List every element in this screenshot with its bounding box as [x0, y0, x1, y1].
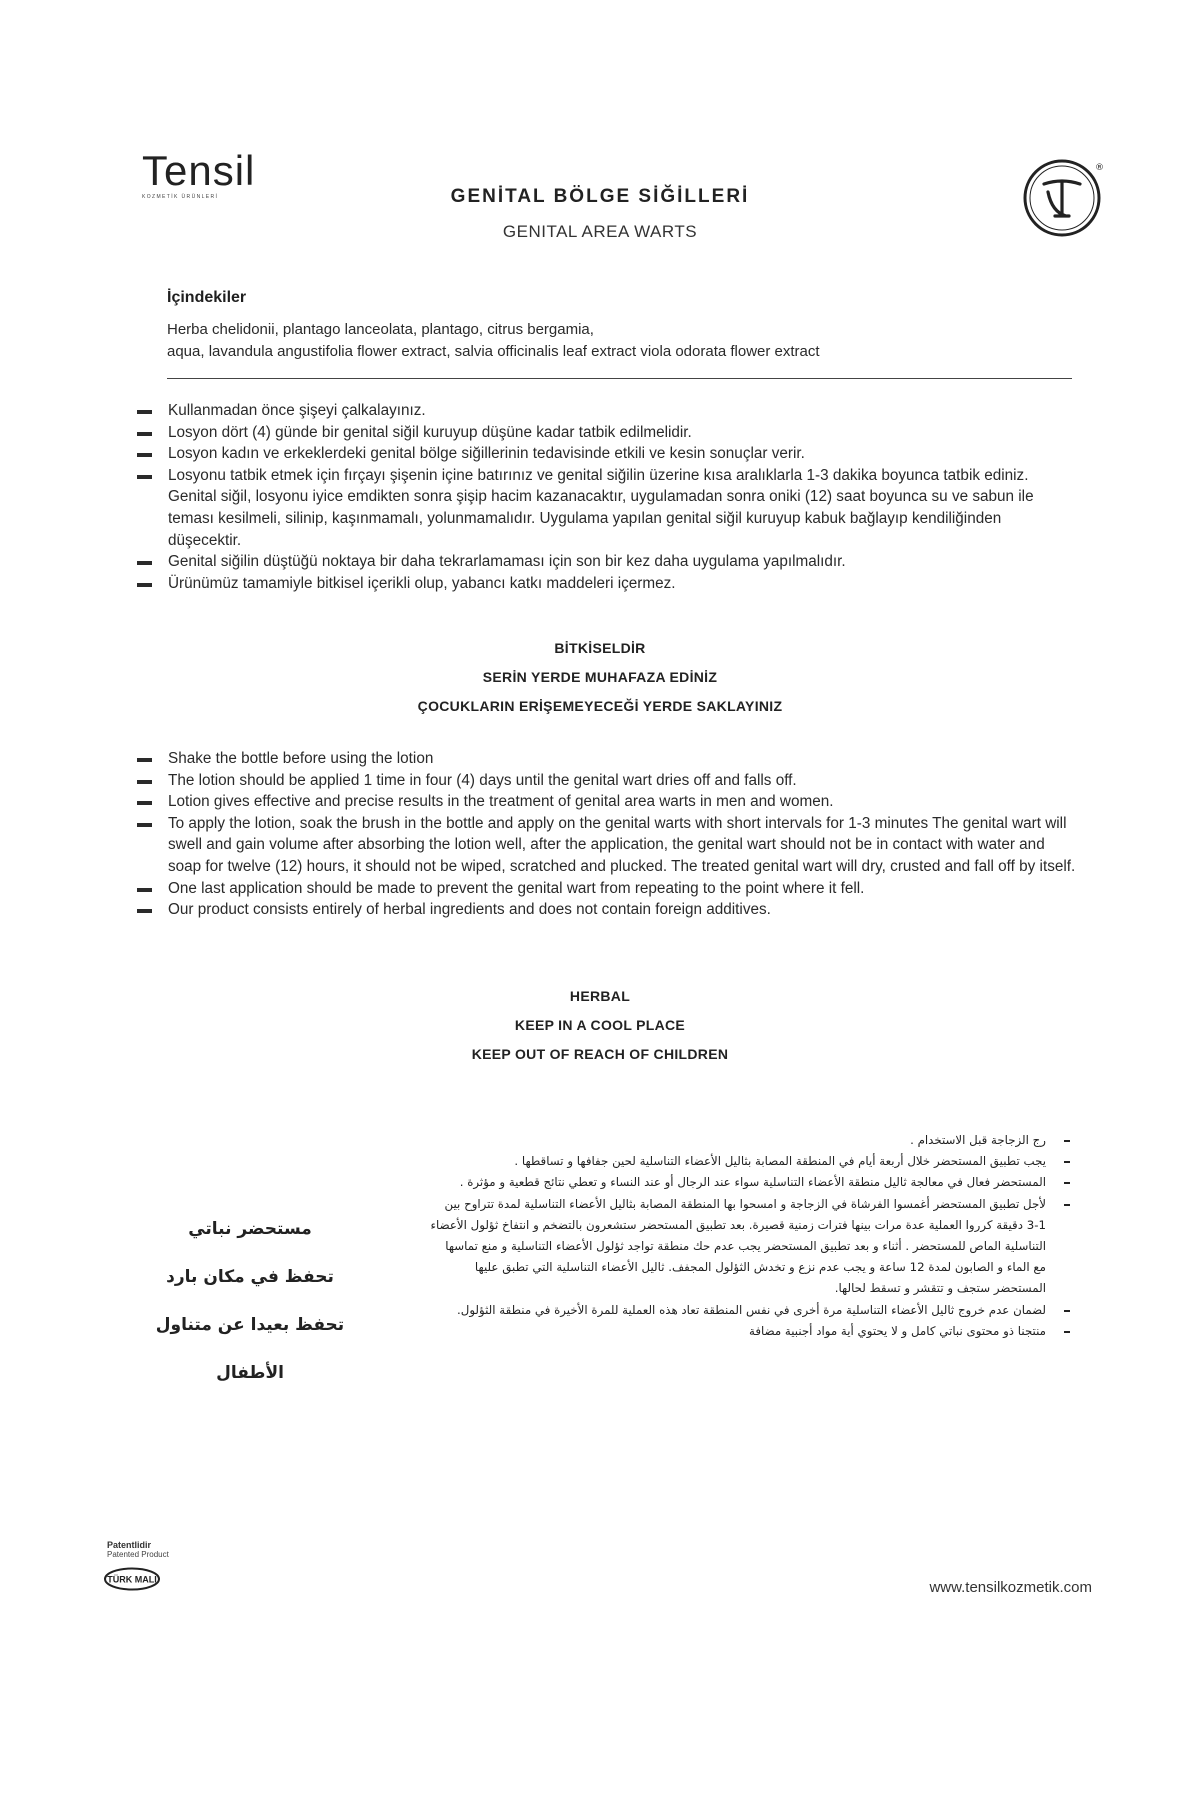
notice-children-tr: ÇOCUKLARIN ERİŞEMEYECEĞİ YERDE SAKLAYINIZ	[417, 698, 783, 714]
dash-bullet-icon	[137, 909, 152, 913]
badge-label: TÜRK MALI	[107, 1574, 157, 1585]
dash-bullet-icon	[137, 475, 152, 479]
list-item: Genital siğilin düştüğü noktaya bir daha tekrarlamaması için son bir kez daha uygulama yapılmalıdır.	[137, 551, 1077, 573]
list-item: يجب تطبيق المستحضر خلال أربعة أيام في المنطقة المصابة بثاليل الأعضاء التناسلية لحين جفافها و تساقطها .	[430, 1151, 1070, 1172]
list-item: Losyonu tatbik etmek için fırçayı şişenin içine batırınız ve genital siğilin üzerine kısa aralıklarla 1-3 dakika boyunca tatbik ediniz. Genital siğil, losyonu iyice emdikten sonra şişip hacim kazanacaktır, uygulamadan sonra oniki (12) saat boyunca su ve sabun ile teması kesilmeli, silinip, kaşınmamalı, yolunmamalıdır. Uygulama yapılan genital siğil kuruyup kabuk bağlayıp kendiliğinden düşecektir.	[137, 465, 1077, 551]
brand-subtitle: KOZMETİK ÜRÜNLERİ	[142, 194, 219, 200]
ingredients-heading: İçindekiler	[167, 289, 247, 306]
list-item: Lotion gives effective and precise results in the treatment of genital area warts in men and women.	[137, 791, 1077, 813]
section-divider	[167, 378, 1072, 379]
website-link[interactable]: www.tensilkozmetik.com	[929, 1579, 1092, 1596]
ingredients-section	[167, 289, 1067, 363]
notice-children-en: KEEP OUT OF REACH OF CHILDREN	[471, 1046, 729, 1062]
notice-herbal-ar: مستحضر نباتي	[188, 1219, 312, 1239]
turk-mali-badge-icon	[103, 1567, 161, 1591]
list-item: Shake the bottle before using the lotion	[137, 748, 1077, 770]
english-notices	[0, 982, 1200, 1069]
list-item: المستحضر فعال في معالجة ثاليل منطقة الأعضاء التناسلية سواء عند الرجال أو عند النساء و تعطي نتائج قطعية و مؤثرة .	[430, 1172, 1070, 1193]
t-monogram-seal-icon	[1022, 156, 1104, 238]
dash-bullet-icon	[1064, 1161, 1070, 1163]
notice-children-ar: تحفظ بعيدا عن متناول الأطفال	[155, 1315, 345, 1383]
list-item: One last application should be made to prevent the genital wart from repeating to the point where it fell.	[137, 878, 1077, 900]
turkish-notices	[0, 634, 1200, 721]
patent-label-en: Patented Product	[107, 1550, 169, 1559]
dash-bullet-icon	[137, 561, 152, 565]
list-item: To apply the lotion, soak the brush in the bottle and apply on the genital warts with short intervals for 1-3 minutes The genital wart will swell and gain volume after absorbing the lotion well, after the application, the genital wart should not be in contact with water and soap for twelve (12) hours, it should not be wiped, scratched and plucked. The treated genital wart will dry, crusted and fall off by itself.	[137, 813, 1077, 878]
list-item: The lotion should be applied 1 time in four (4) days until the genital wart dries off and falls off.	[137, 770, 1077, 792]
dash-bullet-icon	[1064, 1140, 1070, 1142]
dash-bullet-icon	[1064, 1204, 1070, 1206]
dash-bullet-icon	[137, 888, 152, 892]
ingredients-line-2: aqua, lavandula angustifolia flower extract, salvia officinalis leaf extract viola odorata flower extract	[167, 343, 820, 360]
brand-name: Tensil	[142, 147, 256, 194]
patent-label-tr: Patentlidir	[107, 1540, 152, 1550]
dash-bullet-icon	[137, 453, 152, 457]
document-title-tr: GENİTAL BÖLGE SİĞİLLERİ	[450, 186, 750, 207]
list-item: لضمان عدم خروج ثاليل الأعضاء التناسلية مرة أخرى في نفس المنطقة تعاد هذه العملية للمرة الأخيرة في منطقة الثؤلول.	[430, 1300, 1070, 1321]
patent-label	[107, 1540, 169, 1559]
english-instructions	[137, 748, 1077, 921]
dash-bullet-icon	[137, 432, 152, 436]
registered-mark: ®	[1095, 163, 1104, 173]
list-item: Kullanmadan önce şişeyi çalkalayınız.	[137, 400, 1077, 422]
notice-herbal-en: HERBAL	[569, 988, 631, 1004]
dash-bullet-icon	[137, 583, 152, 587]
dash-bullet-icon	[137, 823, 152, 827]
list-item: رج الزجاجة قبل الاستخدام .	[430, 1130, 1070, 1151]
notice-herbal-tr: BİTKİSELDİR	[554, 640, 646, 656]
dash-bullet-icon	[1064, 1331, 1070, 1333]
dash-bullet-icon	[1064, 1310, 1070, 1312]
list-item: لأجل تطبيق المستحضر أغمسوا الفرشاة في الزجاجة و امسحوا بها المنطقة المصابة بثاليل الأعضاء التناسلية لمدة تتراوح بين 1-3 دقيقة كرروا العملية عدة مرات بينها فترات زمنية قصيرة. بعد تطبيق المستحضر ستشعرون بالتضخم و انتفاخ ثؤلول الأعضاء التناسلية الماص للمستحضر . أثناء و بعد تطبيق المستحضر يجب عدم حك منطقة تواجد ثؤلول الأعضاء التناسلية و منع تماسها مع الماء و الصابون لمدة 12 ساعة و يجب عدم نزع و تخدش الثؤلول المجفف. ثاليل الأعضاء التناسلية التي تطبق عليها المستحضر ستجف و تتقشر و تسقط لحالها.	[430, 1194, 1070, 1300]
dash-bullet-icon	[137, 758, 152, 762]
turkish-instructions	[137, 400, 1077, 594]
arabic-notices	[130, 1205, 370, 1383]
ingredients-line-1: Herba chelidonii, plantago lanceolata, plantago, citrus bergamia,	[167, 321, 594, 338]
dash-bullet-icon	[137, 801, 152, 805]
dash-bullet-icon	[137, 410, 152, 414]
dash-bullet-icon	[137, 780, 152, 784]
document-title-en: GENITAL AREA WARTS	[502, 222, 698, 241]
list-item: Ürünümüz tamamiyle bitkisel içerikli olup, yabancı katkı maddeleri içermez.	[137, 573, 1077, 595]
arabic-instructions	[430, 1130, 1070, 1342]
notice-cool-place-tr: SERİN YERDE MUHAFAZA EDİNİZ	[482, 669, 718, 685]
list-item: Our product consists entirely of herbal ingredients and does not contain foreign additives.	[137, 899, 1077, 921]
list-item: Losyon kadın ve erkeklerdeki genital bölge siğillerinin tedavisinde etkili ve kesin sonuçlar verir.	[137, 443, 1077, 465]
list-item: منتجنا ذو محتوى نباتي كامل و لا يحتوي أية مواد أجنبية مضافة	[430, 1321, 1070, 1342]
notice-cool-place-en: KEEP IN A COOL PLACE	[514, 1017, 686, 1033]
dash-bullet-icon	[1064, 1182, 1070, 1184]
list-item: Losyon dört (4) günde bir genital siğil kuruyup düşüne kadar tatbik edilmelidir.	[137, 422, 1077, 444]
notice-cool-place-ar: تحفظ في مكان بارد	[166, 1267, 334, 1287]
